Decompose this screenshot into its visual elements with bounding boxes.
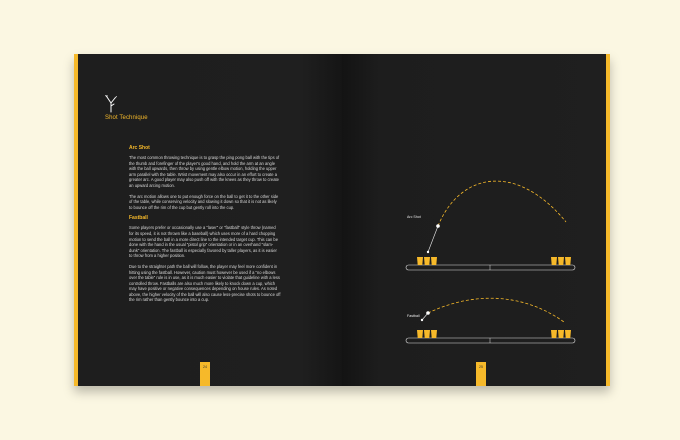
- ping-pong-ball: [426, 311, 430, 315]
- paragraph: The arc motion allows one to put enough force on the ball to get it to the other side of the table, while conserving velocity and slowing it down so that it is not as likely to bounce off the rim of the cup but gently roll into the cup.: [129, 193, 279, 210]
- left-page: [74, 54, 342, 386]
- article-body: [129, 145, 281, 308]
- right-cups: [551, 330, 571, 338]
- section-title: Shot Technique: [105, 115, 148, 121]
- left-page-edge: [74, 54, 78, 386]
- left-cups: [417, 257, 437, 265]
- open-book: [74, 54, 610, 386]
- ping-pong-ball: [436, 224, 440, 228]
- hand-point: [427, 251, 429, 253]
- paragraph: Due to the straighter path the ball will follow, the player may feel more confident in hitting using the fastball. However, caution must however be used if a "no elbows over the table" rule is in use, as it is much easier to violate that guideline with a less controlled throw. Fastballs are also much more likely to knock down a cup, which may have positive or negative consequences depending on house rules. As noted above, the higher velocity of the ball will also cause less-precise shots to bounce off the rim rather than gently bounce into a cup.: [129, 263, 281, 303]
- shot-diagrams: [342, 54, 610, 386]
- diagram-label-arc-shot: Arc Shot: [407, 215, 421, 219]
- left-cups: [417, 330, 437, 338]
- page-number: 24: [203, 365, 207, 369]
- page-number-tab-left: [200, 362, 210, 386]
- table: [406, 265, 575, 270]
- paragraph: Some players prefer or occasionally use a "laser" or "fastball" style throw (named for its speed, it is not thrown like a baseball) which uses more of a hard chopping motion to send the ball in a more direct line to the intended target cup. This can be done with the hand in the usual "pistol grip" orientation or in an overhand "slam-dunk" orientation. The fastball is especially favored by taller players, as it is easier to throw from a higher position.: [129, 225, 278, 259]
- right-cups: [551, 257, 571, 265]
- heading-fastball: Fastball: [129, 215, 148, 222]
- fastball-diagram: [406, 298, 575, 343]
- throw-line: [428, 226, 438, 252]
- arc-trajectory: [438, 181, 566, 226]
- diagram-label-fastball: Fastball: [407, 314, 420, 318]
- fastball-trajectory: [428, 298, 564, 322]
- paragraph: The most common throwing technique is to grasp the ping pong ball with the tips of the thumb and forefinger of the player's good hand, and hold the arm at an angle with the ball upwards, then throw by using gentle elbow motion, holding the upper arm parallel with the table. Wrist movement may also occur in an effort to create a greater arc. A good player may also push off with the knees as they throw to create an upward arcing motion.: [129, 155, 280, 188]
- arc-shot-diagram: [406, 181, 575, 270]
- hand-point: [421, 319, 423, 321]
- tree-figure-icon: [104, 95, 118, 113]
- table: [406, 338, 575, 343]
- right-page: [342, 54, 610, 386]
- page-number: 25: [479, 365, 483, 369]
- page-number-tab-right: [476, 362, 486, 386]
- heading-arc-shot: Arc Shot: [129, 145, 150, 151]
